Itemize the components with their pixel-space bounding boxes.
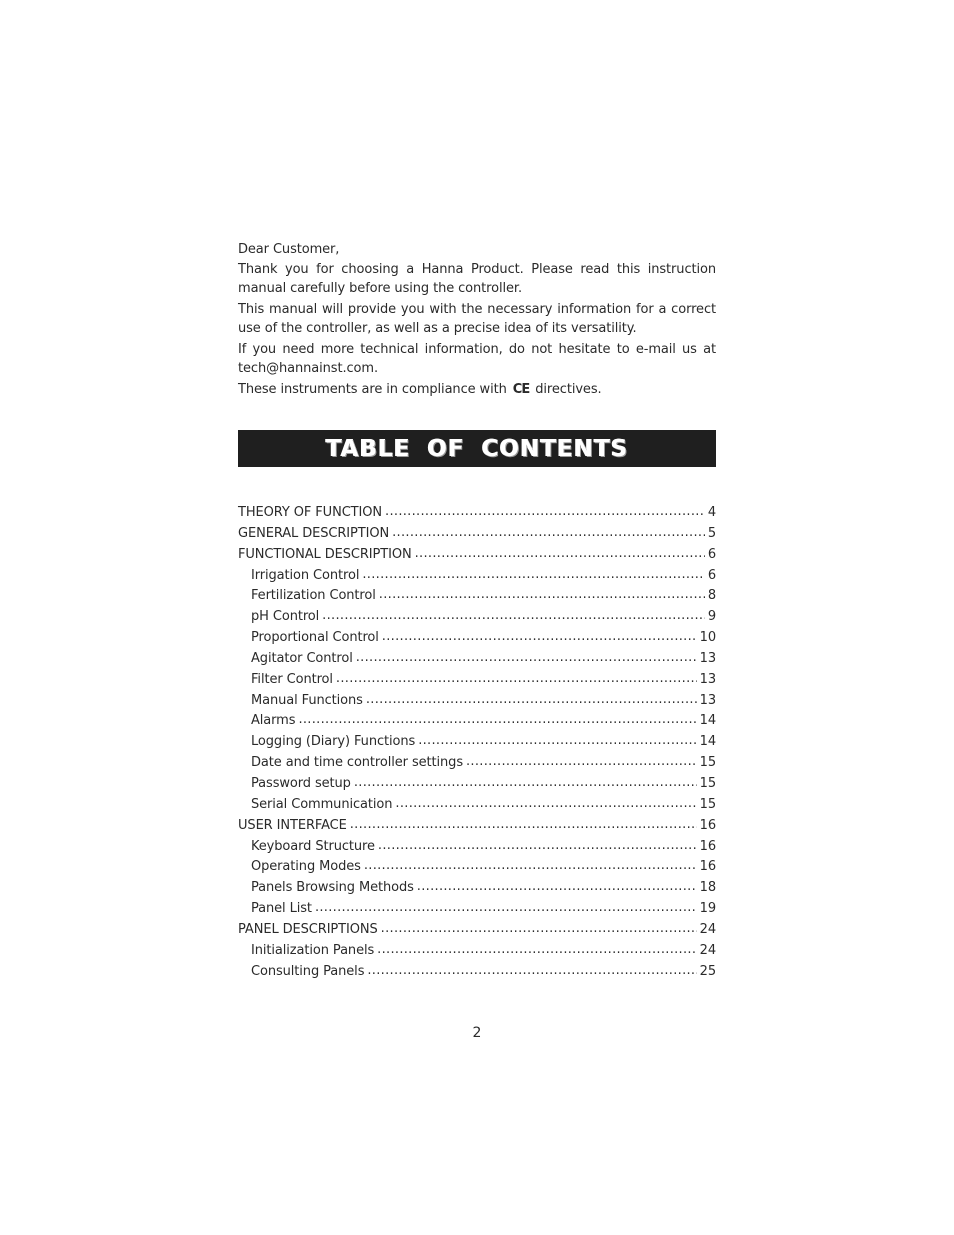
toc-entry-page: 9 <box>707 609 716 625</box>
dot-leader <box>417 877 697 898</box>
toc-entry-title: Alarms <box>251 713 296 729</box>
toc-entry-title: GENERAL DESCRIPTION <box>238 525 390 541</box>
toc-entry-page: 25 <box>699 963 716 979</box>
toc-entry-title: Filter Control <box>251 671 333 687</box>
toc-entry-title: Manual Functions <box>251 692 363 708</box>
toc-entry-title: Irrigation Control <box>251 567 360 583</box>
toc-subentry[interactable] <box>238 628 716 649</box>
toc-entry-title: USER INTERFACE <box>238 817 347 833</box>
dot-leader <box>385 502 705 523</box>
intro-paragraph-1: Thank you for choosing a Hanna Product. Please read this instruction manual carefully before using the controller. <box>238 261 716 296</box>
toc-entry[interactable] <box>238 816 716 837</box>
dot-leader <box>362 565 704 586</box>
toc-heading: TABLE OF CONTENTS <box>325 435 629 462</box>
toc-subentry[interactable] <box>238 962 716 983</box>
dot-leader <box>378 836 697 857</box>
dot-leader <box>395 794 696 815</box>
toc-subentry[interactable] <box>238 566 716 587</box>
toc-subentry[interactable] <box>238 670 716 691</box>
toc-entry-title: Serial Communication <box>251 796 393 812</box>
toc-entry-page: 14 <box>699 713 716 729</box>
toc-entry-page: 8 <box>707 588 716 604</box>
toc-entry-page: 15 <box>699 755 716 771</box>
toc-subentry[interactable] <box>238 899 716 920</box>
greeting: Dear Customer, <box>238 242 340 257</box>
dot-leader <box>298 710 696 731</box>
toc-entry-page: 5 <box>707 525 716 541</box>
toc-entry[interactable] <box>238 545 716 566</box>
dot-leader <box>367 961 696 982</box>
toc-entry-page: 16 <box>699 817 716 833</box>
dot-leader <box>322 606 705 627</box>
intro-paragraph-3: If you need more technical information, do not hesitate to e-mail us at tech@hannainst.com. <box>238 341 716 376</box>
toc-subentry[interactable] <box>238 711 716 732</box>
dot-leader <box>418 731 696 752</box>
toc-entry-page: 13 <box>699 671 716 687</box>
toc-entry[interactable] <box>238 524 716 545</box>
dot-leader <box>366 690 697 711</box>
toc-entry-page: 6 <box>707 567 716 583</box>
toc-entry-page: 10 <box>699 630 716 646</box>
toc-subentry[interactable] <box>238 774 716 795</box>
page-number: 2 <box>472 1025 482 1041</box>
toc-subentry[interactable] <box>238 941 716 962</box>
dot-leader <box>356 648 697 669</box>
toc-entry-page: 13 <box>699 692 716 708</box>
toc-entry-title: Initialization Panels <box>251 942 375 958</box>
toc-subentry[interactable] <box>238 837 716 858</box>
toc-entry-title: Consulting Panels <box>251 963 365 979</box>
toc-entry-title: Fertilization Control <box>251 588 376 604</box>
toc-entry-title: Proportional Control <box>251 630 379 646</box>
toc-entry-page: 15 <box>699 775 716 791</box>
toc-entry-title: Operating Modes <box>251 859 361 875</box>
toc-banner <box>238 430 716 467</box>
dot-leader <box>415 544 705 565</box>
toc-entry-title: Keyboard Structure <box>251 838 375 854</box>
toc-entry-page: 4 <box>707 505 716 520</box>
toc-entry-title: pH Control <box>251 609 320 625</box>
ce-mark-icon: CE <box>512 381 530 397</box>
dot-leader <box>381 919 697 940</box>
toc-entry-title: PANEL DESCRIPTIONS <box>238 921 378 937</box>
toc-subentry[interactable] <box>238 607 716 628</box>
dot-leader <box>350 815 697 836</box>
intro-paragraph-4 <box>238 380 716 400</box>
toc-entry-title: Panel List <box>251 901 312 917</box>
dot-leader <box>466 752 697 773</box>
toc-entry[interactable] <box>238 920 716 941</box>
dot-leader <box>379 585 705 606</box>
toc-entry-page: 18 <box>699 880 716 896</box>
compliance-text-end: directives. <box>535 381 602 397</box>
toc-entry-title: Agitator Control <box>251 650 353 666</box>
intro-letter <box>238 240 716 399</box>
toc-entry-page: 6 <box>707 546 716 562</box>
dot-leader <box>392 523 705 544</box>
toc-entry-title: Logging (Diary) Functions <box>251 734 416 750</box>
toc-entry-page: 16 <box>699 838 716 854</box>
toc-entry-page: 16 <box>699 859 716 875</box>
toc-entry-page: 15 <box>699 796 716 812</box>
manual-page <box>238 240 716 982</box>
toc-subentry[interactable] <box>238 649 716 670</box>
compliance-text: These instruments are in compliance with <box>238 381 507 397</box>
dot-leader <box>354 773 697 794</box>
toc-entry-page: 19 <box>699 901 716 917</box>
toc-entry-page: 13 <box>699 650 716 666</box>
dot-leader <box>336 669 697 690</box>
toc-entry-page: 14 <box>699 734 716 750</box>
toc-entry-title: Panels Browsing Methods <box>251 880 414 896</box>
intro-paragraph-2: This manual will provide you with the necessary information for a correct use of the controller, as well as a precise idea of its versatility. <box>238 301 716 336</box>
toc-subentry[interactable] <box>238 753 716 774</box>
toc-subentry[interactable] <box>238 732 716 753</box>
toc-subentry[interactable] <box>238 857 716 878</box>
toc-subentry[interactable] <box>238 586 716 607</box>
toc-entry-page: 24 <box>699 921 716 937</box>
toc-subentry[interactable] <box>238 691 716 712</box>
toc-subentry[interactable] <box>238 795 716 816</box>
toc-entry-title: Date and time controller settings <box>251 755 463 771</box>
dot-leader <box>382 627 697 648</box>
toc-entry-title: THEORY OF FUNCTION <box>238 505 383 520</box>
dot-leader <box>377 940 697 961</box>
dot-leader <box>364 856 697 877</box>
toc-subentry[interactable] <box>238 878 716 899</box>
toc-entry-page: 24 <box>699 942 716 958</box>
dot-leader <box>315 898 697 919</box>
toc-entry-title: Password setup <box>251 775 351 791</box>
toc-entry[interactable] <box>238 503 716 524</box>
toc-entry-title: FUNCTIONAL DESCRIPTION <box>238 546 412 562</box>
toc-list <box>238 503 716 982</box>
